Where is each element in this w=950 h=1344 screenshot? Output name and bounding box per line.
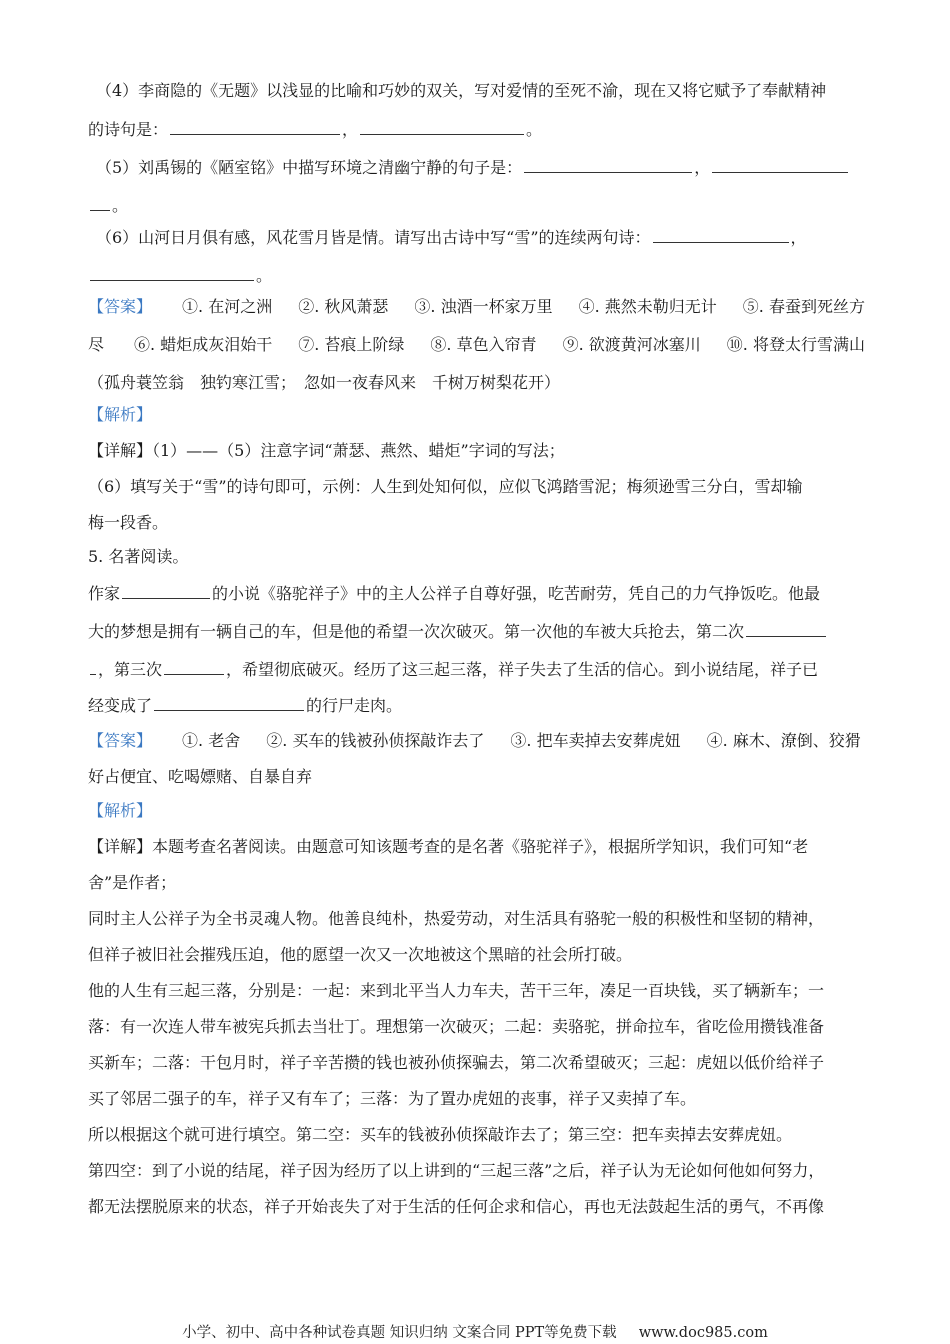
answer-item: ⑧. 草色入帘青 — [430, 335, 537, 354]
text: 买新车；二落：干包月时，祥子辛苦攒的钱也被孙侦探骗去，第二次希望破灭；三起：虎妞以低价给祥子 — [88, 1053, 825, 1072]
text: 作家 — [88, 584, 121, 603]
answer-item: ⑤. 春蚕到死丝方 — [742, 297, 865, 316]
detail-2 — [88, 476, 803, 498]
answer-item: ③. 浊酒一杯家万里 — [414, 297, 553, 316]
answer-blank — [524, 156, 692, 173]
text: ， — [790, 228, 807, 247]
analysis-label-2 — [88, 800, 152, 822]
analysis-label-1 — [88, 404, 152, 426]
text: ，希望彻底破灭。经历了这三起三落，祥子失去了生活的信心。到小说结尾，祥子已 — [226, 660, 819, 679]
answer-blank — [90, 658, 96, 675]
text: （4）李商隐的《无题》以浅显的比喻和巧妙的双关，写对爱情的至死不渝，现在又将它赋予了奉献精神 — [96, 81, 827, 100]
answer-label: 【答案】 — [88, 297, 153, 316]
answer-item: ④. 麻木、潦倒、狡猾 — [706, 731, 861, 750]
footer-link[interactable]: www.doc985.com — [638, 1325, 768, 1341]
text: 的小说《骆驼祥子》中的主人公祥子自尊好强，吃苦耐劳，凭自己的力气挣饭吃。他最 — [212, 584, 821, 603]
text: 。 — [526, 120, 543, 139]
text: 【详解】（1）——（5）注意字词“萧瑟、燕然、蜡炬”字词的写法； — [88, 441, 565, 460]
answer-1-line2 — [88, 334, 865, 356]
answer-1-line3 — [88, 372, 560, 394]
answer-label: 【答案】 — [88, 731, 153, 750]
text: （孤舟蓑笠翁 独钓寒江雪； 忽如一夜春风来 千树万树梨花开） — [88, 373, 561, 392]
answer-blank — [360, 118, 524, 135]
text: 的诗句是： — [88, 120, 169, 139]
answer-item: ②. 买车的钱被孙侦探敲诈去了 — [266, 731, 485, 750]
answer-item: ④. 燕然未勒归无计 — [578, 297, 717, 316]
detail-2-11 — [88, 1196, 824, 1218]
text: （6）山河日月俱有感，风花雪月皆是情。请写出古诗中写“雪”的连续两句诗： — [96, 228, 651, 247]
answer-blank — [164, 658, 224, 675]
detail-2-8 — [88, 1088, 696, 1110]
question-4-blanks — [88, 118, 542, 140]
answer-item: ②. 秋风萧瑟 — [298, 297, 389, 316]
answer-blank — [90, 194, 110, 211]
q5-line1 — [88, 582, 820, 604]
answer-item: ①. 老舍 — [182, 731, 241, 750]
question-5-title — [88, 546, 188, 568]
answer-blank — [653, 226, 789, 243]
answer-blank — [170, 118, 340, 135]
answer-item: ③. 把车卖掉去安葬虎妞 — [510, 731, 681, 750]
footer-text: 小学、初中、高中各种试卷真题 知识归纳 文案合同 PPT等免费下载 — [182, 1325, 617, 1341]
text: 经变成了 — [88, 696, 153, 715]
q5-line4 — [88, 694, 402, 716]
detail-2-10 — [88, 1160, 824, 1182]
answer-2-line1 — [88, 730, 861, 752]
answer-2-line2 — [88, 766, 312, 788]
text: 第四空：到了小说的结尾，祥子因为经历了以上讲到的“三起三落”之后，祥子认为无论如何他如何努力， — [88, 1161, 825, 1180]
question-5-cont — [88, 194, 128, 216]
text: 所以根据这个就可进行填空。第二空：买车的钱被孙侦探敲诈去了；第三空：把车卖掉去安葬虎妞。 — [88, 1125, 793, 1144]
answer-blank — [122, 582, 210, 599]
q5-line3 — [88, 658, 818, 680]
answer-blank — [712, 156, 848, 173]
text: 5. 名著阅读。 — [88, 547, 189, 566]
answer-item: ⑨. 欲渡黄河冰塞川 — [562, 335, 701, 354]
answer-item: ①. 在河之洲 — [182, 297, 273, 316]
text: （6）填写关于“雪”的诗句即可，示例：人生到处知何似，应似飞鸿踏雪泥；梅须逊雪三分白，雪却输 — [88, 477, 803, 496]
text: 【解析】 — [88, 801, 153, 820]
text: 都无法摆脱原来的状态，祥子开始丧失了对于生活的任何企求和信心，再也无法鼓起生活的勇气，不再像 — [88, 1197, 825, 1216]
answer-item: ⑦. 苔痕上阶绿 — [298, 335, 405, 354]
text: 【详解】本题考查名著阅读。由题意可知该题考查的是名著《骆驼祥子》，根据所学知识，我们可知“老 — [88, 837, 809, 856]
detail-2-4 — [88, 944, 632, 966]
q5-line2 — [88, 620, 828, 642]
detail-2-1 — [88, 836, 808, 858]
page-footer — [0, 1323, 950, 1343]
text: 大的梦想是拥有一辆自己的车，但是他的希望一次次破灭。第一次他的车被大兵抢去，第二次 — [88, 622, 745, 641]
answer-blank — [746, 620, 826, 637]
text: 。 — [112, 196, 129, 215]
detail-2-9 — [88, 1124, 792, 1146]
detail-2-2 — [88, 872, 176, 894]
question-4-line — [96, 80, 826, 102]
text: 。 — [256, 266, 273, 285]
text: 梅一段香。 — [88, 513, 169, 532]
text: 买了邻居二强子的车，祥子又有车了；三落：为了置办虎妞的丧事，祥子又卖掉了车。 — [88, 1089, 697, 1108]
text: ，第三次 — [98, 660, 163, 679]
question-6-cont — [88, 264, 272, 286]
detail-3 — [88, 512, 168, 534]
answer-blank — [90, 264, 254, 281]
text: （5）刘禹锡的《陋室铭》中描写环境之清幽宁静的句子是： — [96, 158, 523, 177]
text: 他的人生有三起三落，分别是：一起：来到北平当人力车夫，苦干三年，凑足一百块钱，买了辆新车；一 — [88, 981, 825, 1000]
answer-item: ⑩. 将登太行雪满山 — [726, 335, 865, 354]
text: 落：有一次连人带车被宪兵抓去当壮丁。理想第一次破灭；二起：卖骆驼，拼命拉车，省吃俭用攒钱准备 — [88, 1017, 825, 1036]
answer-item: ⑥. 蜡炬成灰泪始干 — [134, 335, 273, 354]
text: 好占便宜、吃喝嫖赌、自暴自弃 — [88, 767, 313, 786]
text: 【解析】 — [88, 405, 153, 424]
text: 的行尸走肉。 — [306, 696, 403, 715]
detail-1 — [88, 440, 565, 462]
detail-2-7 — [88, 1052, 824, 1074]
question-6-line — [96, 226, 807, 248]
answer-1-line1 — [88, 296, 865, 318]
detail-2-5 — [88, 980, 824, 1002]
text: ， — [342, 120, 359, 139]
detail-2-6 — [88, 1016, 824, 1038]
question-5-line — [96, 156, 850, 178]
text: 同时主人公祥子为全书灵魂人物。他善良纯朴，热爱劳动，对生活具有骆驼一般的积极性和坚韧的精神， — [88, 909, 825, 928]
text: 尽 — [88, 335, 105, 354]
answer-blank — [154, 694, 304, 711]
text: 但祥子被旧社会摧残压迫，他的愿望一次又一次地被这个黑暗的社会所打破。 — [88, 945, 633, 964]
text: 舍”是作者； — [88, 873, 177, 892]
text: ， — [694, 158, 711, 177]
detail-2-3 — [88, 908, 824, 930]
